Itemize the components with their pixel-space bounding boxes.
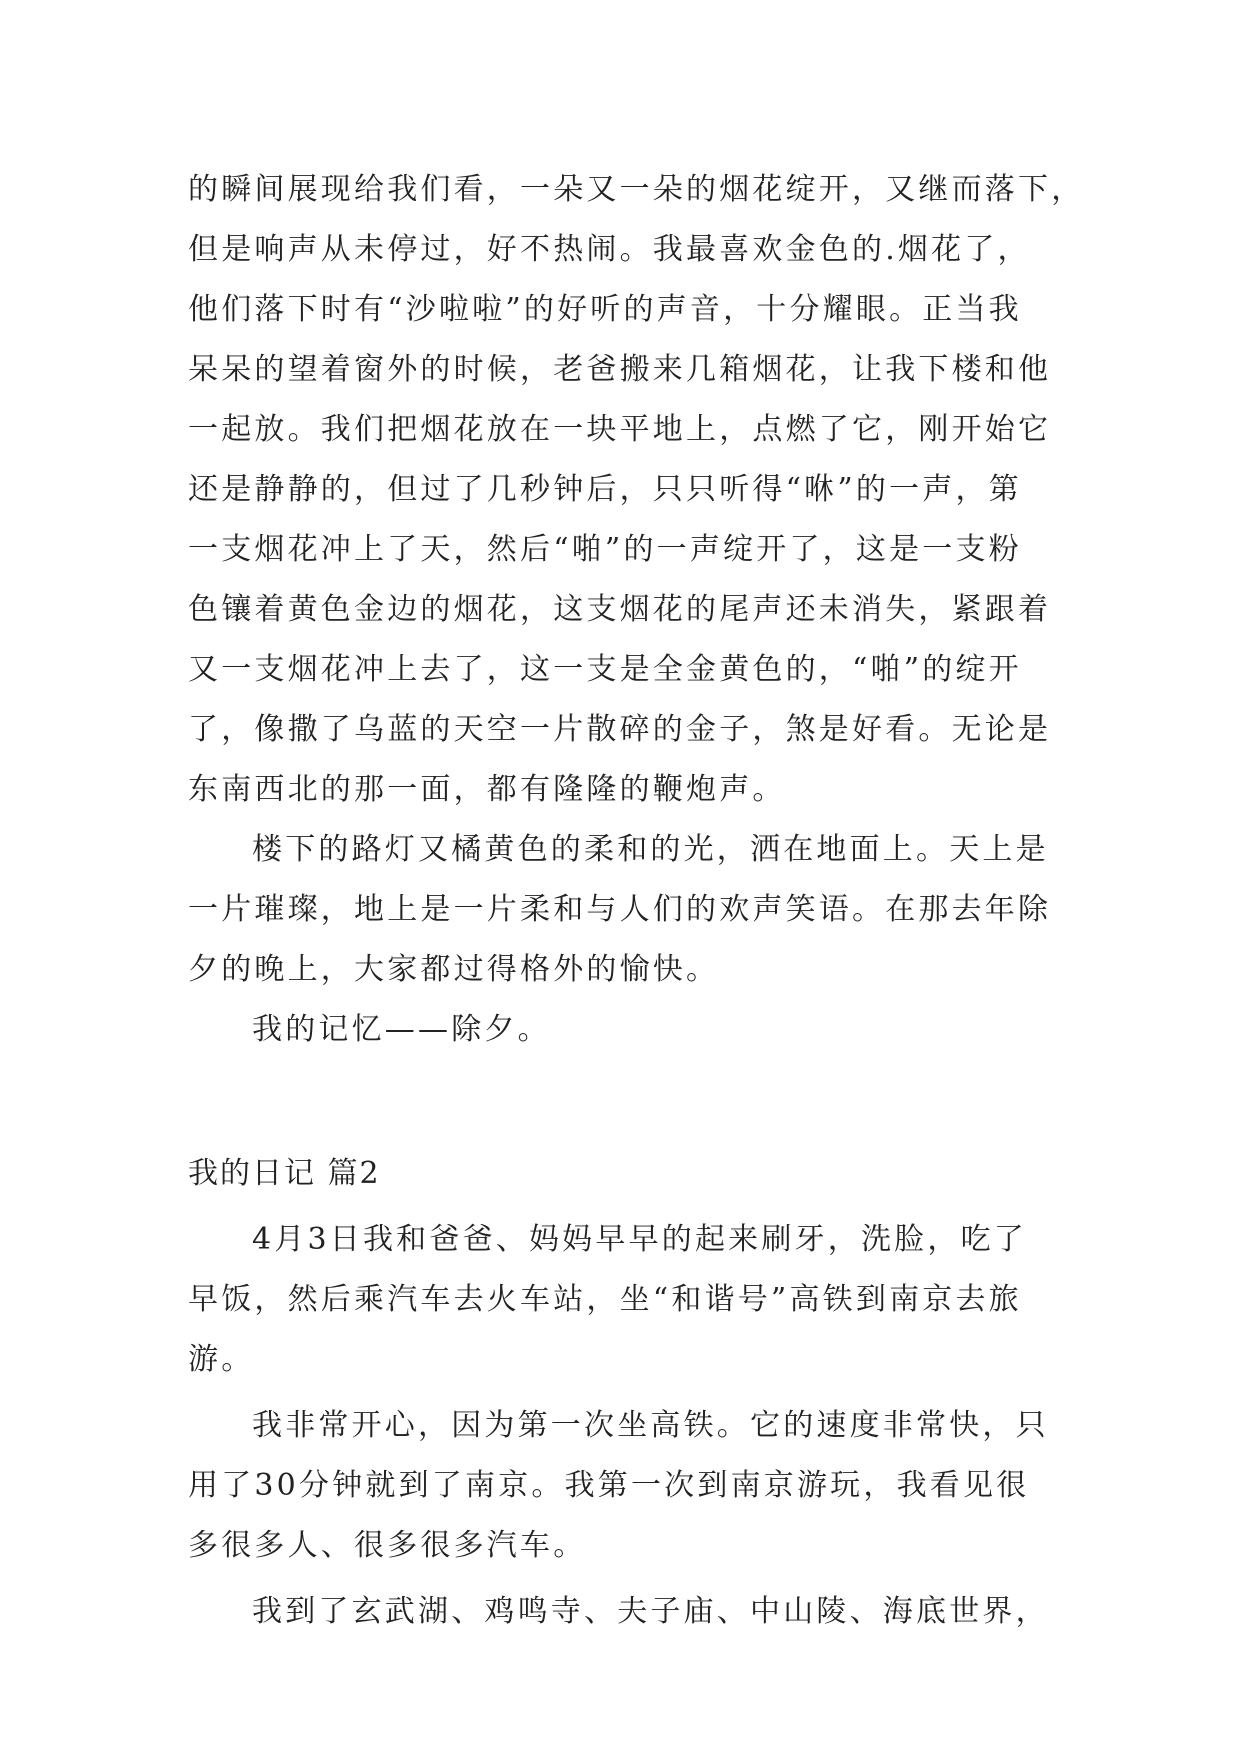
text-line: 了，像撒了乌蓝的天空一片散碎的金子，煞是好看。无论是	[188, 712, 1052, 747]
paragraph-sights	[188, 1582, 1056, 1642]
text-line: 但是响声从未停过，好不热闹。我最喜欢金色的.烟花了，	[188, 232, 1031, 267]
text-line: 一支烟花冲上了天，然后“啪”的一声绽开了，这是一支粉	[188, 532, 1022, 567]
paragraph-memory	[188, 1000, 1056, 1060]
text-line: 还是静静的，但过了几秒钟后，只只听得“咻”的一声，第	[188, 472, 1022, 507]
text-line: 的瞬间展现给我们看，一朵又一朵的烟花绽开，又继而落下，	[188, 172, 1085, 207]
document-body	[188, 160, 1085, 1642]
text-line: 夕的晚上，大家都过得格外的愉快。	[188, 952, 720, 987]
text-line: 楼下的路灯又橘黄色的柔和的光，洒在地面上。天上是	[252, 832, 1049, 867]
text-line: 一起放。我们把烟花放在一块平地上，点燃了它，刚开始它	[188, 412, 1052, 447]
text-line: 我的记忆——除夕。	[252, 1012, 551, 1047]
text-line: 早饭，然后乘汽车去火车站，坐“和谐号”高铁到南京去旅	[188, 1282, 1022, 1317]
section-title: 我的日记 篇2	[188, 1156, 381, 1191]
paragraph-street-lights	[188, 820, 1056, 1000]
text-line: 多很多人、很多很多汽车。	[188, 1528, 587, 1563]
paragraph-fireworks	[188, 160, 1085, 820]
text-line: 游。	[188, 1342, 255, 1377]
paragraph-morning-trip	[188, 1210, 1056, 1390]
text-line: 一片璀璨，地上是一片柔和与人们的欢声笑语。在那去年除	[188, 892, 1052, 927]
text-line: 我到了玄武湖、鸡鸣寺、夫子庙、中山陵、海底世界，	[252, 1594, 1049, 1629]
text-line: 我非常开心，因为第一次坐高铁。它的速度非常快，只	[252, 1408, 1049, 1443]
text-line: 又一支烟花冲上去了，这一支是全金黄色的，“啪”的绽开	[188, 652, 1022, 687]
section-spacer	[188, 1060, 1056, 1144]
paragraph-high-speed-rail	[188, 1396, 1056, 1576]
text-line: 呆呆的望着窗外的时候，老爸搬来几箱烟花，让我下楼和他	[188, 352, 1052, 387]
text-line: 用了30分钟就到了南京。我第一次到南京游玩，我看见很	[188, 1468, 1030, 1503]
text-line: 他们落下时有“沙啦啦”的好听的声音，十分耀眼。正当我	[188, 292, 1022, 327]
text-line: 4月3日我和爸爸、妈妈早早的起来刷牙，洗脸，吃了	[252, 1222, 1027, 1257]
text-line: 色镶着黄色金边的烟花，这支烟花的尾声还未消失，紧跟着	[188, 592, 1052, 627]
text-line: 东南西北的那一面，都有隆隆的鞭炮声。	[188, 772, 786, 807]
section-heading	[188, 1144, 1056, 1204]
